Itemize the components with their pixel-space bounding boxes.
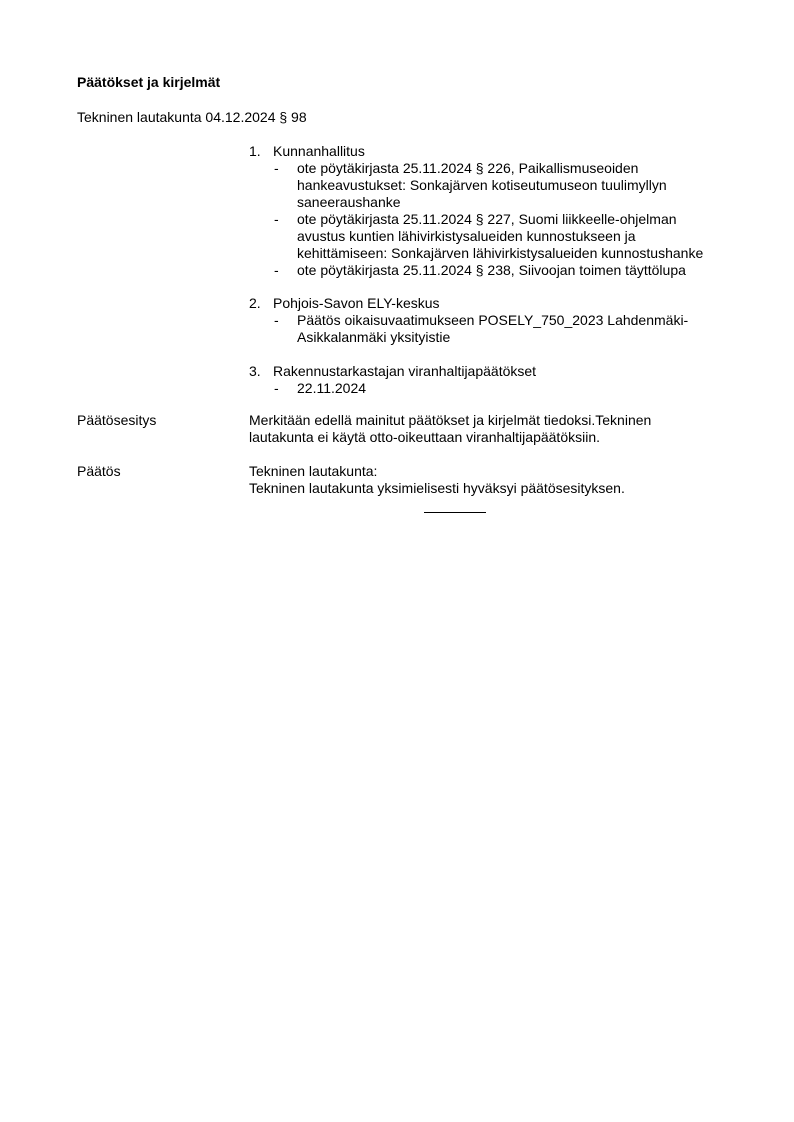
item-line: 22.11.2024 — [297, 380, 367, 396]
section-title: Pohjois-Savon ELY-keskus — [273, 295, 440, 311]
item-line: ote pöytäkirjasta 25.11.2024 § 238, Siivoojan toimen täyttölupa — [297, 262, 686, 278]
item-line: saneeraushanke — [297, 194, 401, 210]
item-line: hankeavustukset: Sonkajärven kotiseutumuseon tuulimyllyn — [297, 177, 667, 193]
dash-bullet: - — [274, 312, 279, 328]
decision-label: Päätös — [77, 463, 121, 479]
item-line: kehittämiseen: Sonkajärven lähivirkistysalueiden kunnostushanke — [297, 245, 704, 261]
item-line: Päätös oikaisuvaatimukseen POSELY_750_2023 Lahdenmäki- — [297, 312, 689, 328]
dash-bullet: - — [274, 160, 279, 176]
section-number: 2. — [249, 295, 261, 311]
proposal-line: Merkitään edellä mainitut päätökset ja kirjelmät tiedoksi.Tekninen — [249, 412, 652, 428]
end-rule — [424, 512, 486, 513]
decision-line: Tekninen lautakunta: — [249, 463, 378, 479]
section-number: 3. — [249, 363, 261, 379]
document-heading: Päätökset ja kirjelmät — [77, 74, 221, 90]
item-line: ote pöytäkirjasta 25.11.2024 § 227, Suomi liikkeelle-ohjelman — [297, 211, 677, 227]
item-line: ote pöytäkirjasta 25.11.2024 § 226, Paikallismuseoiden — [297, 160, 639, 176]
dash-bullet: - — [274, 211, 279, 227]
dash-bullet: - — [274, 380, 279, 396]
proposal-label: Päätösesitys — [77, 412, 157, 428]
section-title: Kunnanhallitus — [273, 143, 365, 159]
item-line: Asikkalanmäki yksityistie — [297, 329, 451, 345]
proposal-line: lautakunta ei käytä otto-oikeuttaan viranhaltijapäätöksiin. — [249, 429, 600, 445]
decision-line: Tekninen lautakunta yksimielisesti hyväksyi päätösesityksen. — [249, 480, 625, 496]
meeting-reference: Tekninen lautakunta 04.12.2024 § 98 — [77, 109, 307, 125]
section-number: 1. — [249, 143, 261, 159]
section-title: Rakennustarkastajan viranhaltijapäätökset — [273, 363, 537, 379]
dash-bullet: - — [274, 262, 279, 278]
item-line: avustus kuntien lähivirkistysalueiden kunnostukseen ja — [297, 228, 636, 244]
